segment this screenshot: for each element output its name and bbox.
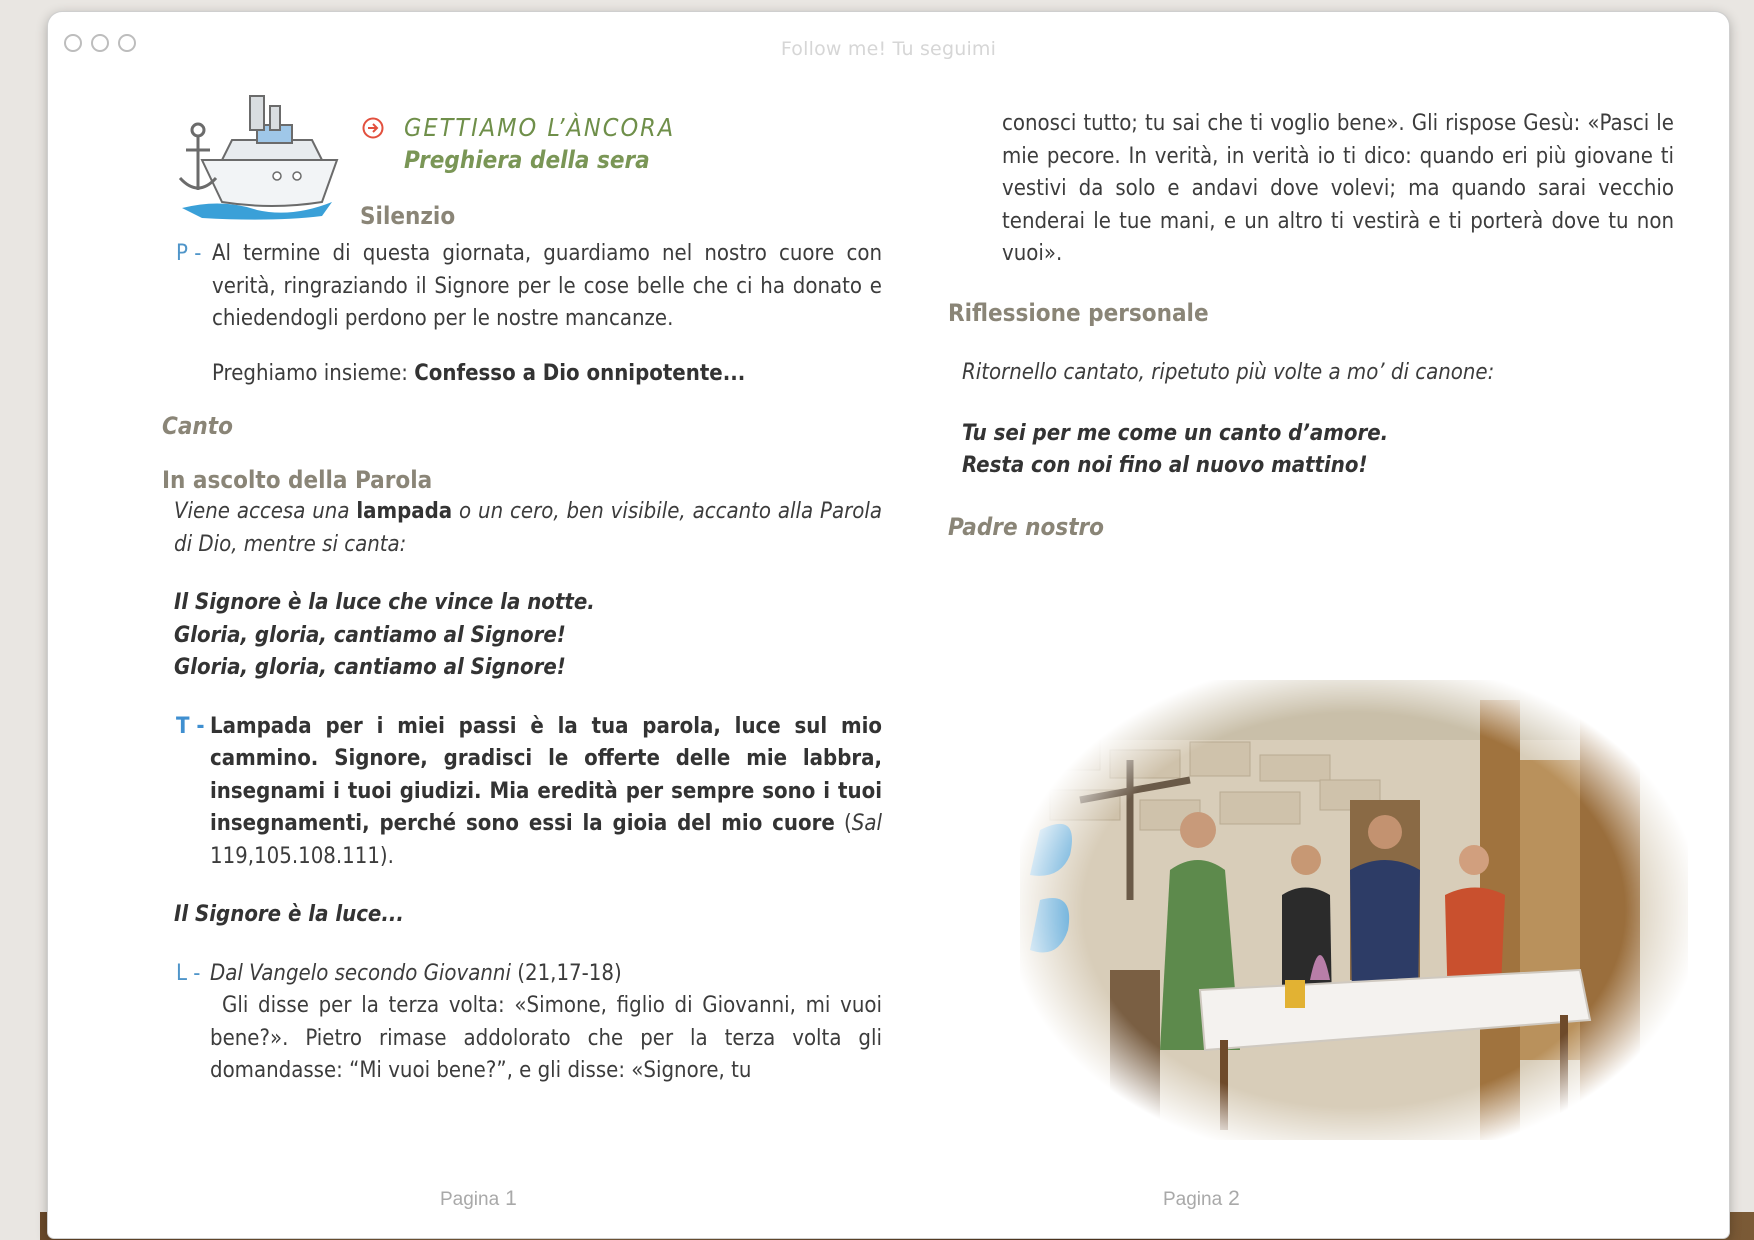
section-header bbox=[162, 82, 882, 230]
rubric-text-2: o un cero, ben visibile, accanto alla Parola di Dio, mentre si canta: bbox=[174, 499, 882, 557]
canto-heading: Canto bbox=[162, 412, 233, 440]
ritornello-block bbox=[948, 418, 1692, 483]
page-number: 2 bbox=[1228, 1187, 1240, 1210]
silenzio-heading: Silenzio bbox=[360, 202, 456, 230]
refrain-short: Il Signore è la luce... bbox=[174, 902, 404, 927]
all-paragraph bbox=[162, 711, 882, 874]
preghiamo-prefix: Preghiamo insieme: bbox=[212, 360, 415, 386]
circled-arrow-icon bbox=[362, 117, 384, 139]
page-number-1 bbox=[440, 1187, 517, 1211]
ascolto-heading: In ascolto della Parola bbox=[162, 465, 433, 494]
priest-paragraph bbox=[162, 238, 882, 336]
page-number-2 bbox=[1163, 1187, 1240, 1211]
gospel-continued: conosci tutto; tu sai che ti voglio bene». Gli rispose Gesù: «Pasci le mie pecore. In verità, in verità io ti dico: quando eri più giovane ti vestivi da solo e andavi dove volevi; ma quando sarai vecchio tenderai le tue mani, e un altro ti vestirà e ti porterà dove tu non vuoi». bbox=[1002, 111, 1674, 266]
document-window bbox=[48, 12, 1729, 1238]
speaker-marker-l: L - bbox=[176, 960, 201, 986]
song-block bbox=[162, 587, 882, 685]
ritornello-line: Resta con noi fino al nuovo mattino! bbox=[962, 453, 1368, 478]
all-text: Lampada per i miei passi è la tua parola, luce sul mio cammino. Signore, gradisci le offerte delle mie labbra, insegnami i tuoi giudizi. Mia eredità per sempre sono i tuoi insegnamenti, perché sono essi la gioia del mio cuore bbox=[210, 713, 882, 836]
riflessione-heading: Riflessione personale bbox=[948, 298, 1209, 327]
speaker-marker-t: T - bbox=[176, 713, 205, 739]
psalm-ref-verses: 119,105.108.111). bbox=[210, 843, 394, 869]
padre-nostro-heading: Padre nostro bbox=[948, 512, 1104, 541]
page-label: Pagina bbox=[440, 1189, 500, 1210]
page-number: 1 bbox=[505, 1187, 517, 1210]
page-1 bbox=[162, 82, 882, 1088]
song-line: Gloria, gloria, cantiamo al Signore! bbox=[174, 622, 566, 648]
psalm-ref-open: ( bbox=[834, 811, 852, 836]
section-title: GETTIAMO L’ÀNCORA bbox=[404, 113, 676, 142]
psalm-ref-book: Sal bbox=[851, 811, 882, 836]
ritornello-line: Tu sei per me come un canto d’amore. bbox=[962, 420, 1389, 446]
rubric-text-1: Viene accesa una bbox=[174, 499, 357, 524]
page-2 bbox=[948, 82, 1692, 543]
ascolto-rubric bbox=[162, 496, 882, 561]
ship-anchor-icon bbox=[162, 90, 352, 222]
speaker-marker-p: P - bbox=[176, 241, 202, 266]
priest-text: Al termine di questa giornata, guardiamo nel nostro cuore con verità, ringraziando il Signore per le cose belle che ci ha donato e chiedendogli perdono per le nostre mancanze. bbox=[212, 241, 882, 331]
section-subtitle: Preghiera della sera bbox=[404, 146, 650, 174]
ritornello-intro: Ritornello cantato, ripetuto più volte a mo’ di canone: bbox=[962, 360, 1495, 385]
rubric-lampada: lampada bbox=[356, 499, 453, 524]
gospel-source: Dal Vangelo secondo Giovanni bbox=[210, 960, 511, 986]
song-line: Gloria, gloria, cantiamo al Signore! bbox=[174, 655, 566, 680]
gospel-ref: (21,17-18) bbox=[510, 960, 622, 986]
chapel-photo bbox=[1020, 680, 1688, 1140]
confesso-title: Confesso a Dio onnipotente... bbox=[414, 360, 746, 386]
page-label: Pagina bbox=[1163, 1189, 1223, 1210]
preghiamo-line bbox=[162, 358, 882, 391]
gospel-text: Gli disse per la terza volta: «Simone, figlio di Giovanni, mi vuoi bene?». Pietro rimase addolorato che per la terza volta gli domandasse: “Mi vuoi bene?”, e gli disse: «Signore, tu bbox=[210, 993, 882, 1083]
reader-paragraph bbox=[162, 958, 882, 1088]
song-line: Il Signore è la luce che vince la notte. bbox=[174, 590, 595, 615]
window-title: Follow me! Tu seguimi bbox=[780, 38, 997, 60]
